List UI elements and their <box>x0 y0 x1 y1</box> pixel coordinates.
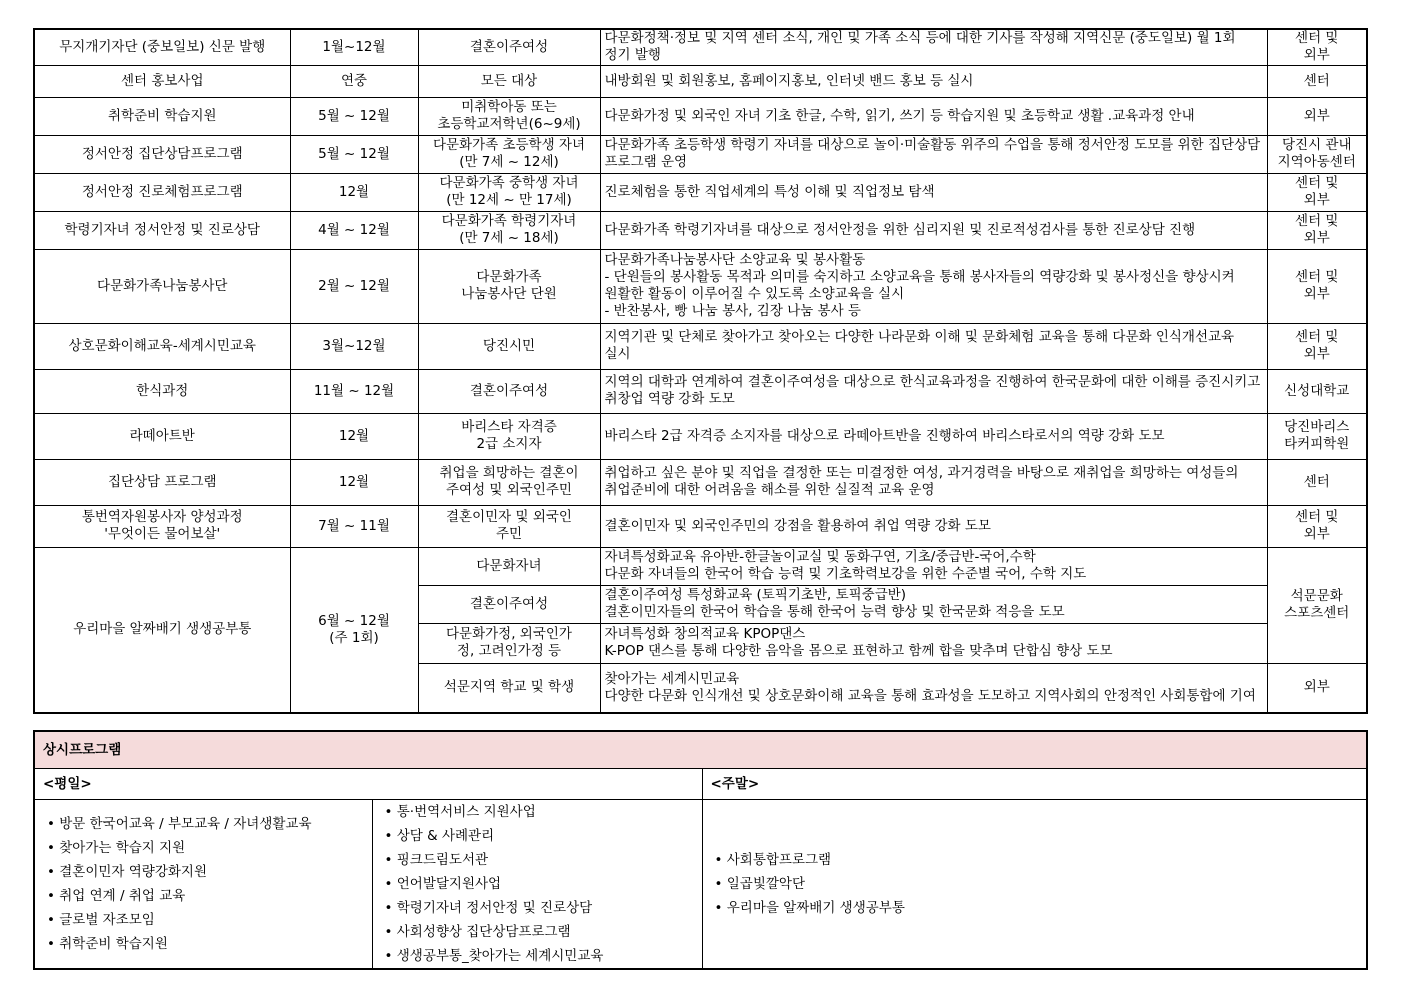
program-table <box>33 28 1368 714</box>
program-name: 통번역자원봉사자 양성과정 '무엇이든 물어보살' <box>34 505 290 547</box>
list-item: • 우리마을 알짜배기 생생공부통 <box>707 896 1363 920</box>
program-name: 다문화가족나눔봉사단 <box>34 249 290 323</box>
program-period: 12월 <box>290 459 418 505</box>
weekend-list <box>707 848 1363 920</box>
table-row <box>34 173 1367 211</box>
table-row <box>34 135 1367 173</box>
program-name: 센터 홍보사업 <box>34 65 290 97</box>
weekday-list-1 <box>39 812 368 956</box>
list-item: • 글로벌 자조모임 <box>39 908 368 932</box>
program-period: 5월 ~ 12월 <box>290 97 418 135</box>
village-program-period: 6월 ~ 12월 (주 1회) <box>290 547 418 713</box>
program-period: 4월 ~ 12월 <box>290 211 418 249</box>
program-place: 센터 <box>1267 65 1367 97</box>
program-place: 센터 및 외부 <box>1267 323 1367 369</box>
always-program-table <box>33 730 1368 970</box>
village-target: 석문지역 학교 및 학생 <box>418 663 600 713</box>
program-place: 센터 <box>1267 459 1367 505</box>
program-content: 결혼이민자 및 외국인주민의 강점을 활용하여 취업 역량 강화 도모 <box>600 505 1267 547</box>
program-period: 12월 <box>290 413 418 459</box>
program-target: 다문화가족 나눔봉사단 단원 <box>418 249 600 323</box>
program-name: 무지개기자단 (중보일보) 신문 발행 <box>34 29 290 65</box>
list-item: • 통·번역서비스 지원사업 <box>377 800 698 824</box>
program-period: 1월~12월 <box>290 29 418 65</box>
program-target: 다문화가족 중학생 자녀 (만 12세 ~ 만 17세) <box>418 173 600 211</box>
program-period: 3월~12월 <box>290 323 418 369</box>
program-content: 다문화가족 초등학생 학령기 자녀를 대상으로 놀이·미술활동 위주의 수업을 통해 정서안정 도모를 위한 집단상담 프로그램 운영 <box>600 135 1267 173</box>
program-target: 결혼이주여성 <box>418 369 600 413</box>
program-name: 집단상담 프로그램 <box>34 459 290 505</box>
program-content: 지역의 대학과 연계하여 결혼이주여성을 대상으로 한식교육과정을 진행하여 한국문화에 대한 이해를 증진시키고 취창업 역량 강화 도모 <box>600 369 1267 413</box>
program-name: 정서안정 집단상담프로그램 <box>34 135 290 173</box>
program-period: 5월 ~ 12월 <box>290 135 418 173</box>
village-content: 결혼이주여성 특성화교육 (토픽기초반, 토픽중급반) 결혼이민자들의 한국어 학습을 통해 한국어 능력 향상 및 한국문화 적응을 도모 <box>600 585 1267 623</box>
list-item: • 찾아가는 학습지 지원 <box>39 836 368 860</box>
list-item: • 학령기자녀 정서안정 및 진로상담 <box>377 896 698 920</box>
table-row <box>34 413 1367 459</box>
program-target: 취업을 희망하는 결혼이 주여성 및 외국인주민 <box>418 459 600 505</box>
list-item: • 사회통합프로그램 <box>707 848 1363 872</box>
table-row <box>34 369 1367 413</box>
program-content: 다문화가정 및 외국인 자녀 기초 한글, 수학, 읽기, 쓰기 등 학습지원 및 초등학교 생활 .교육과정 안내 <box>600 97 1267 135</box>
table-row <box>34 323 1367 369</box>
weekday-col2-cell <box>372 800 702 970</box>
list-item: • 취학준비 학습지원 <box>39 932 368 956</box>
village-place-top: 석문문화 스포츠센터 <box>1267 547 1367 663</box>
program-place: 센터 및 외부 <box>1267 29 1367 65</box>
village-place-bottom: 외부 <box>1267 663 1367 713</box>
table-row <box>34 249 1367 323</box>
program-target: 결혼이주여성 <box>418 29 600 65</box>
weekday-label: <평일> <box>34 769 702 800</box>
program-place: 센터 및 외부 <box>1267 249 1367 323</box>
list-item: • 상담 & 사례관리 <box>377 824 698 848</box>
program-target: 미취학아동 또는 초등학교저학년(6~9세) <box>418 97 600 135</box>
program-target: 결혼이민자 및 외국인 주민 <box>418 505 600 547</box>
village-target: 결혼이주여성 <box>418 585 600 623</box>
program-target: 당진시민 <box>418 323 600 369</box>
list-item: • 결혼이민자 역량강화지원 <box>39 860 368 884</box>
program-content: 바리스타 2급 자격증 소지자를 대상으로 라떼아트반을 진행하여 바리스타로서의 역량 강화 도모 <box>600 413 1267 459</box>
program-content: 다문화정책·정보 및 지역 센터 소식, 개인 및 가족 소식 등에 대한 기사를 작성해 지역신문 (중도일보) 월 1회 정기 발행 <box>600 29 1267 65</box>
village-program-name: 우리마을 알짜배기 생생공부통 <box>34 547 290 713</box>
program-content: 취업하고 싶은 분야 및 직업을 결정한 또는 미결정한 여성, 과거경력을 바탕으로 재취업을 희망하는 여성들의 취업준비에 대한 어려움을 해소를 위한 실질적 교육 운영 <box>600 459 1267 505</box>
program-period: 2월 ~ 12월 <box>290 249 418 323</box>
program-table-body <box>34 29 1367 713</box>
list-item: • 생생공부통_찾아가는 세계시민교육 <box>377 944 698 968</box>
village-content: 자녀특성화 창의적교육 KPOP댄스 K-POP 댄스를 통해 다양한 음악을 몸으로 표현하고 함께 합을 맞추며 단합심 향상 도모 <box>600 623 1267 663</box>
list-item: • 사회성향상 집단상담프로그램 <box>377 920 698 944</box>
program-name: 라떼아트반 <box>34 413 290 459</box>
village-subrow <box>34 547 1367 585</box>
program-target: 바리스타 자격증 2급 소지자 <box>418 413 600 459</box>
program-place: 당진바리스 타커피학원 <box>1267 413 1367 459</box>
program-content: 다문화가족나눔봉사단 소양교육 및 봉사활동 - 단원들의 봉사활동 목적과 의미를 숙지하고 소양교육을 통해 봉사자들의 역량강화 및 봉사정신을 향상시켜 원활한 활동이 이루어질 수 있도록 소양교육을 실시 - 반찬봉사, 빵 나눔 봉사, 김장 나눔 봉사 등 <box>600 249 1267 323</box>
list-item: • 핑크드림도서관 <box>377 848 698 872</box>
program-period: 7월 ~ 11월 <box>290 505 418 547</box>
list-item: • 언어발달지원사업 <box>377 872 698 896</box>
program-target: 다문화가족 초등학생 자녀 (만 7세 ~ 12세) <box>418 135 600 173</box>
village-target: 다문화자녀 <box>418 547 600 585</box>
program-content: 다문화가족 학령기자녀를 대상으로 정서안정을 위한 심리지원 및 진로적성검사를 통한 진로상담 진행 <box>600 211 1267 249</box>
weekend-label: <주말> <box>702 769 1367 800</box>
table-row <box>34 211 1367 249</box>
program-target: 모든 대상 <box>418 65 600 97</box>
program-place: 외부 <box>1267 97 1367 135</box>
program-place: 센터 및 외부 <box>1267 173 1367 211</box>
program-period: 12월 <box>290 173 418 211</box>
program-place: 신성대학교 <box>1267 369 1367 413</box>
weekday-col1-cell <box>34 800 372 970</box>
program-name: 상호문화이해교육-세계시민교육 <box>34 323 290 369</box>
list-item: • 취업 연계 / 취업 교육 <box>39 884 368 908</box>
program-period: 11월 ~ 12월 <box>290 369 418 413</box>
table-row <box>34 97 1367 135</box>
table-row <box>34 65 1367 97</box>
program-place: 센터 및 외부 <box>1267 211 1367 249</box>
list-item: • 방문 한국어교육 / 부모교육 / 자녀생활교육 <box>39 812 368 836</box>
weekday-list-2 <box>377 800 698 968</box>
table-row <box>34 29 1367 65</box>
weekend-cell <box>702 800 1367 970</box>
program-name: 학령기자녀 정서안정 및 진로상담 <box>34 211 290 249</box>
always-program-title: 상시프로그램 <box>34 731 1367 769</box>
table-row <box>34 505 1367 547</box>
program-content: 진로체험을 통한 직업세계의 특성 이해 및 직업정보 탐색 <box>600 173 1267 211</box>
program-name: 취학준비 학습지원 <box>34 97 290 135</box>
program-period: 연중 <box>290 65 418 97</box>
program-place: 당진시 관내 지역아동센터 <box>1267 135 1367 173</box>
program-place: 센터 및 외부 <box>1267 505 1367 547</box>
program-name: 한식과정 <box>34 369 290 413</box>
village-content: 찾아가는 세계시민교육 다양한 다문화 인식개선 및 상호문화이해 교육을 통해 효과성을 도모하고 지역사회의 안정적인 사회통합에 기여 <box>600 663 1267 713</box>
program-target: 다문화가족 학령기자녀 (만 7세 ~ 18세) <box>418 211 600 249</box>
program-content: 지역기관 및 단체로 찾아가고 찾아오는 다양한 나라문화 이해 및 문화체험 교육을 통해 다문화 인식개선교육 실시 <box>600 323 1267 369</box>
list-item: • 일곱빛깔악단 <box>707 872 1363 896</box>
village-target: 다문화가정, 외국인가 정, 고려인가정 등 <box>418 623 600 663</box>
table-row <box>34 459 1367 505</box>
program-content: 내방회원 및 회원홍보, 홈페이지홍보, 인터넷 밴드 홍보 등 실시 <box>600 65 1267 97</box>
village-content: 자녀특성화교육 유아반-한글놀이교실 및 동화구연, 기초/중급반-국어,수학 다문화 자녀들의 한국어 학습 능력 및 기초학력보강을 위한 수준별 국어, 수학 지도 <box>600 547 1267 585</box>
program-name: 정서안정 진로체험프로그램 <box>34 173 290 211</box>
